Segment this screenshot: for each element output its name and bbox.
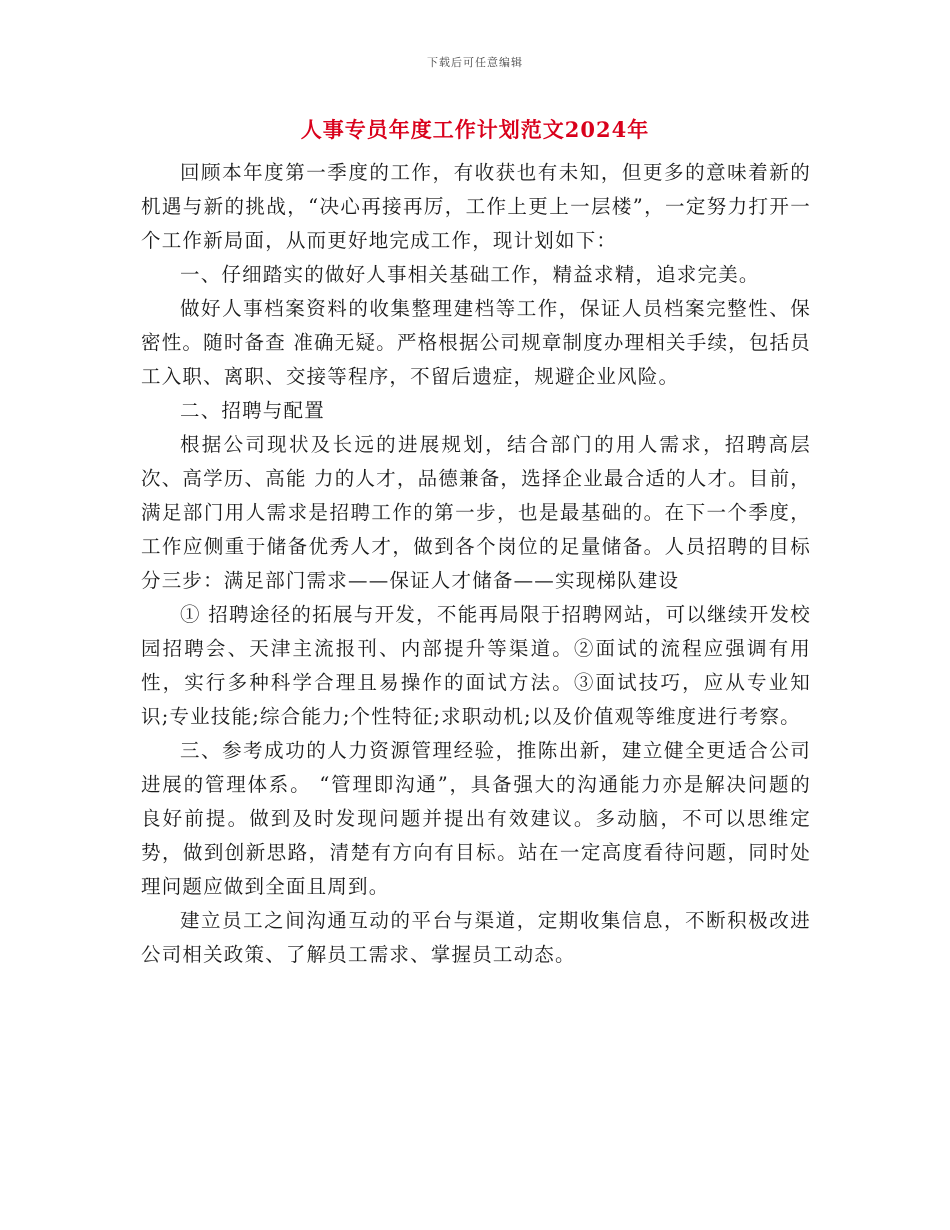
heading-section-2: 二、招聘与配置 (180, 399, 325, 422)
paragraph-communication: 建立员工之间沟通互动的平台与渠道，定期收集信息，不断积极改进公司相关政策、了解员工需求、掌握员工动态。 (141, 909, 811, 966)
paragraph-recruitment-steps: ① 招聘途径的拓展与开发，不能再局限于招聘网站，可以继续开发校园招聘会、天津主流报刊、内部提升等渠道。②面试的流程应强调有用性，实行多种科学合理且易操作的面试方法。③面试技巧，应从专业知识;专业技能;综合能力;个性特征;求职动机;以及价值观等维度进行考察。 (141, 603, 811, 728)
document-title: 人事专员年度工作计划范文2024年 (300, 117, 650, 142)
heading-section-3: 三、参考成功的人力资源管理经验，推陈出新，建立健全更适合公司进展的管理体系。 “管理即沟通”，具备强大的沟通能力亦是解决问题的良好前提。做到及时发现问题并提出有效建议。多动脑，不可以思维定势，做到创新思路，清楚有方向有目标。站在一定高度看待问题，同时处理问题应做到全面且周到。 (141, 739, 811, 898)
heading-section-1: 一、仔细踏实的做好人事相关基础工作，精益求精，追求完美。 (180, 263, 760, 286)
paragraph-archives: 做好人事档案资料的收集整理建档等工作，保证人员档案完整性、保密性。随时备查 准确无疑。严格根据公司规章制度办理相关手续，包括员工入职、离职、交接等程序，不留后遗症，规避企业风险。 (141, 297, 811, 388)
paragraph-recruitment: 根据公司现状及长远的进展规划，结合部门的用人需求，招聘高层次、高学历、高能 力的人才，品德兼备，选择企业最合适的人才。目前，满足部门用人需求是招聘工作的第一步，也是最基础的。在下一个季度，工作应侧重于储备优秀人才，做到各个岗位的足量储备。人员招聘的目标分三步：满足部门需求——保证人才储备——实现梯队建设 (141, 433, 811, 592)
paragraph-intro: 回顾本年度第一季度的工作，有收获也有未知，但更多的意味着新的机遇与新的挑战，“决心再接再厉，工作上更上一层楼”，一定努力打开一个工作新局面，从而更好地完成工作，现计划如下： (141, 161, 811, 252)
document-body (141, 156, 811, 972)
header-note: 下载后可任意编辑 (427, 56, 523, 69)
